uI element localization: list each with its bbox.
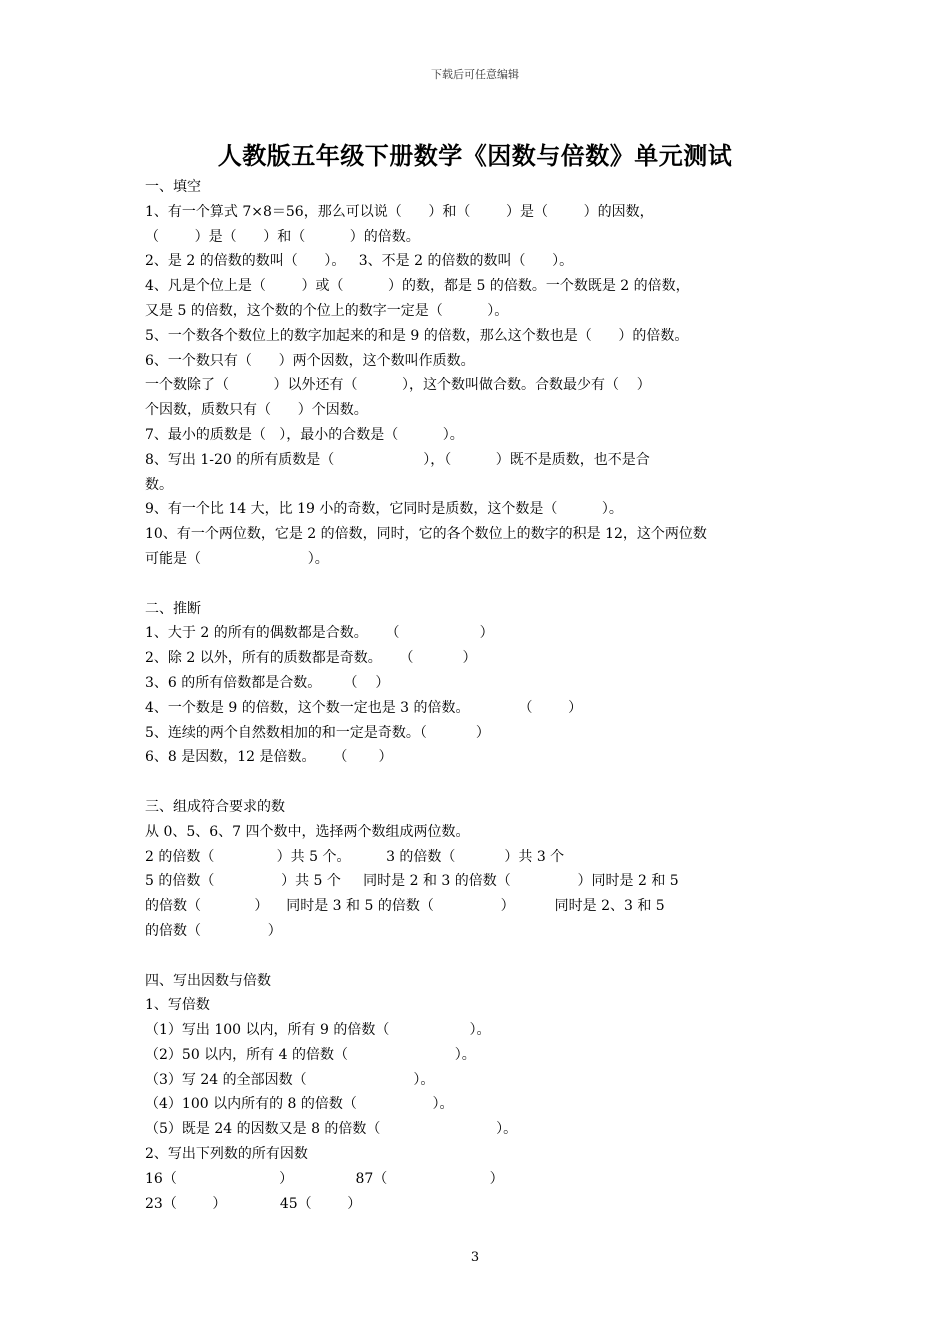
text-line: 从 0、5、6、7 四个数中，选择两个数组成两位数。 <box>145 823 470 840</box>
text-line: 可能是（ ）。 <box>145 550 329 567</box>
text-line: 的倍数（ ） 同时是 3 和 5 的倍数（ ） 同时是 2、3 和 5 <box>145 898 665 915</box>
page-number: 3 <box>470 1250 480 1265</box>
document-title: 人教版五年级下册数学《因数与倍数》单元测试 <box>217 141 733 170</box>
text-line: 2、除 2 以外，所有的质数都是奇数。 （ ） <box>145 650 477 667</box>
text-line: 1、大于 2 的所有的偶数都是合数。 （ ） <box>145 625 494 642</box>
text-line: 2、是 2 的倍数的数叫（ ）。 3、不是 2 的倍数的数叫（ ）。 <box>145 253 574 270</box>
text-line: 数。 <box>145 476 173 493</box>
text-line: （1）写出 100 以内，所有 9 的倍数（ ）。 <box>145 1022 491 1039</box>
text-line: （4）100 以内所有的 8 的倍数（ ）。 <box>145 1096 454 1113</box>
text-line: 1、写倍数 <box>145 997 210 1014</box>
text-line: （ ）是（ ）和（ ）的倍数。 <box>145 228 420 245</box>
text-line: 4、凡是个位上是（ ）或（ ）的数，都是 5 的倍数。一个数既是 2 的倍数， <box>145 278 690 295</box>
text-line: 3、6 的所有倍数都是合数。 （ ） <box>145 674 390 691</box>
text-line: 一、填空 <box>145 179 201 195</box>
blank-line <box>145 944 810 969</box>
text-line: 5 的倍数（ ）共 5 个 同时是 2 和 3 的倍数（ ）同时是 2 和 5 <box>145 873 679 890</box>
text-line: 6、一个数只有（ ）两个因数，这个数叫作质数。 <box>145 352 475 369</box>
text-line: 二、推断 <box>145 600 201 617</box>
text-line: 的倍数（ ） <box>145 922 282 939</box>
blank-line <box>145 770 810 795</box>
text-line: 10、有一个两位数，它是 2 的倍数，同时，它的各个数位上的数字的积是 12，这个两位数 <box>145 526 707 543</box>
text-line: （3）写 24 的全部因数（ ）。 <box>145 1071 435 1088</box>
text-line: （2）50 以内，所有 4 的倍数（ ）。 <box>145 1046 476 1063</box>
text-line: 1、有一个算式 7×8＝56，那么可以说（ ）和（ ）是（ ）的因数， <box>145 203 654 220</box>
document-body <box>145 175 810 1216</box>
text-line: （5）既是 24 的因数又是 8 的倍数（ ）。 <box>145 1121 518 1138</box>
text-line: 又是 5 的倍数，这个数的个位上的数字一定是（ ）。 <box>145 302 509 319</box>
text-line: 个因数，质数只有（ ）个因数。 <box>145 402 368 419</box>
text-line: 四、写出因数与倍数 <box>145 972 271 989</box>
text-line: 2、写出下列数的所有因数 <box>145 1146 308 1163</box>
text-line: 23（ ） 45（ ） <box>145 1195 362 1212</box>
text-line: 9、有一个比 14 大，比 19 小的奇数，它同时是质数，这个数是（ ）。 <box>145 501 623 518</box>
text-line: 一个数除了（ ）以外还有（ ），这个数叫做合数。合数最少有（ ） <box>145 377 651 394</box>
text-line: 三、组成符合要求的数 <box>145 798 285 815</box>
text-line: 16（ ） 87（ ） <box>145 1170 504 1187</box>
header-note: 下载后可任意编辑 <box>431 68 519 81</box>
text-line: 5、连续的两个自然数相加的和一定是奇数。（ ） <box>145 724 490 741</box>
text-line: 8、写出 1-20 的所有质数是（ ），（ ）既不是质数，也不是合 <box>145 451 650 468</box>
text-line: 2 的倍数（ ）共 5 个。 3 的倍数（ ）共 3 个 <box>145 848 565 865</box>
text-line: 4、一个数是 9 的倍数，这个数一定也是 3 的倍数。 （ ） <box>145 699 583 716</box>
text-line: 5、一个数各个数位上的数字加起来的和是 9 的倍数，那么这个数也是（ ）的倍数。 <box>145 327 689 344</box>
text-line: 7、最小的质数是（ ），最小的合数是（ ）。 <box>145 426 464 443</box>
text-line: 6、8 是因数，12 是倍数。 （ ） <box>145 749 393 766</box>
blank-line <box>145 572 810 597</box>
